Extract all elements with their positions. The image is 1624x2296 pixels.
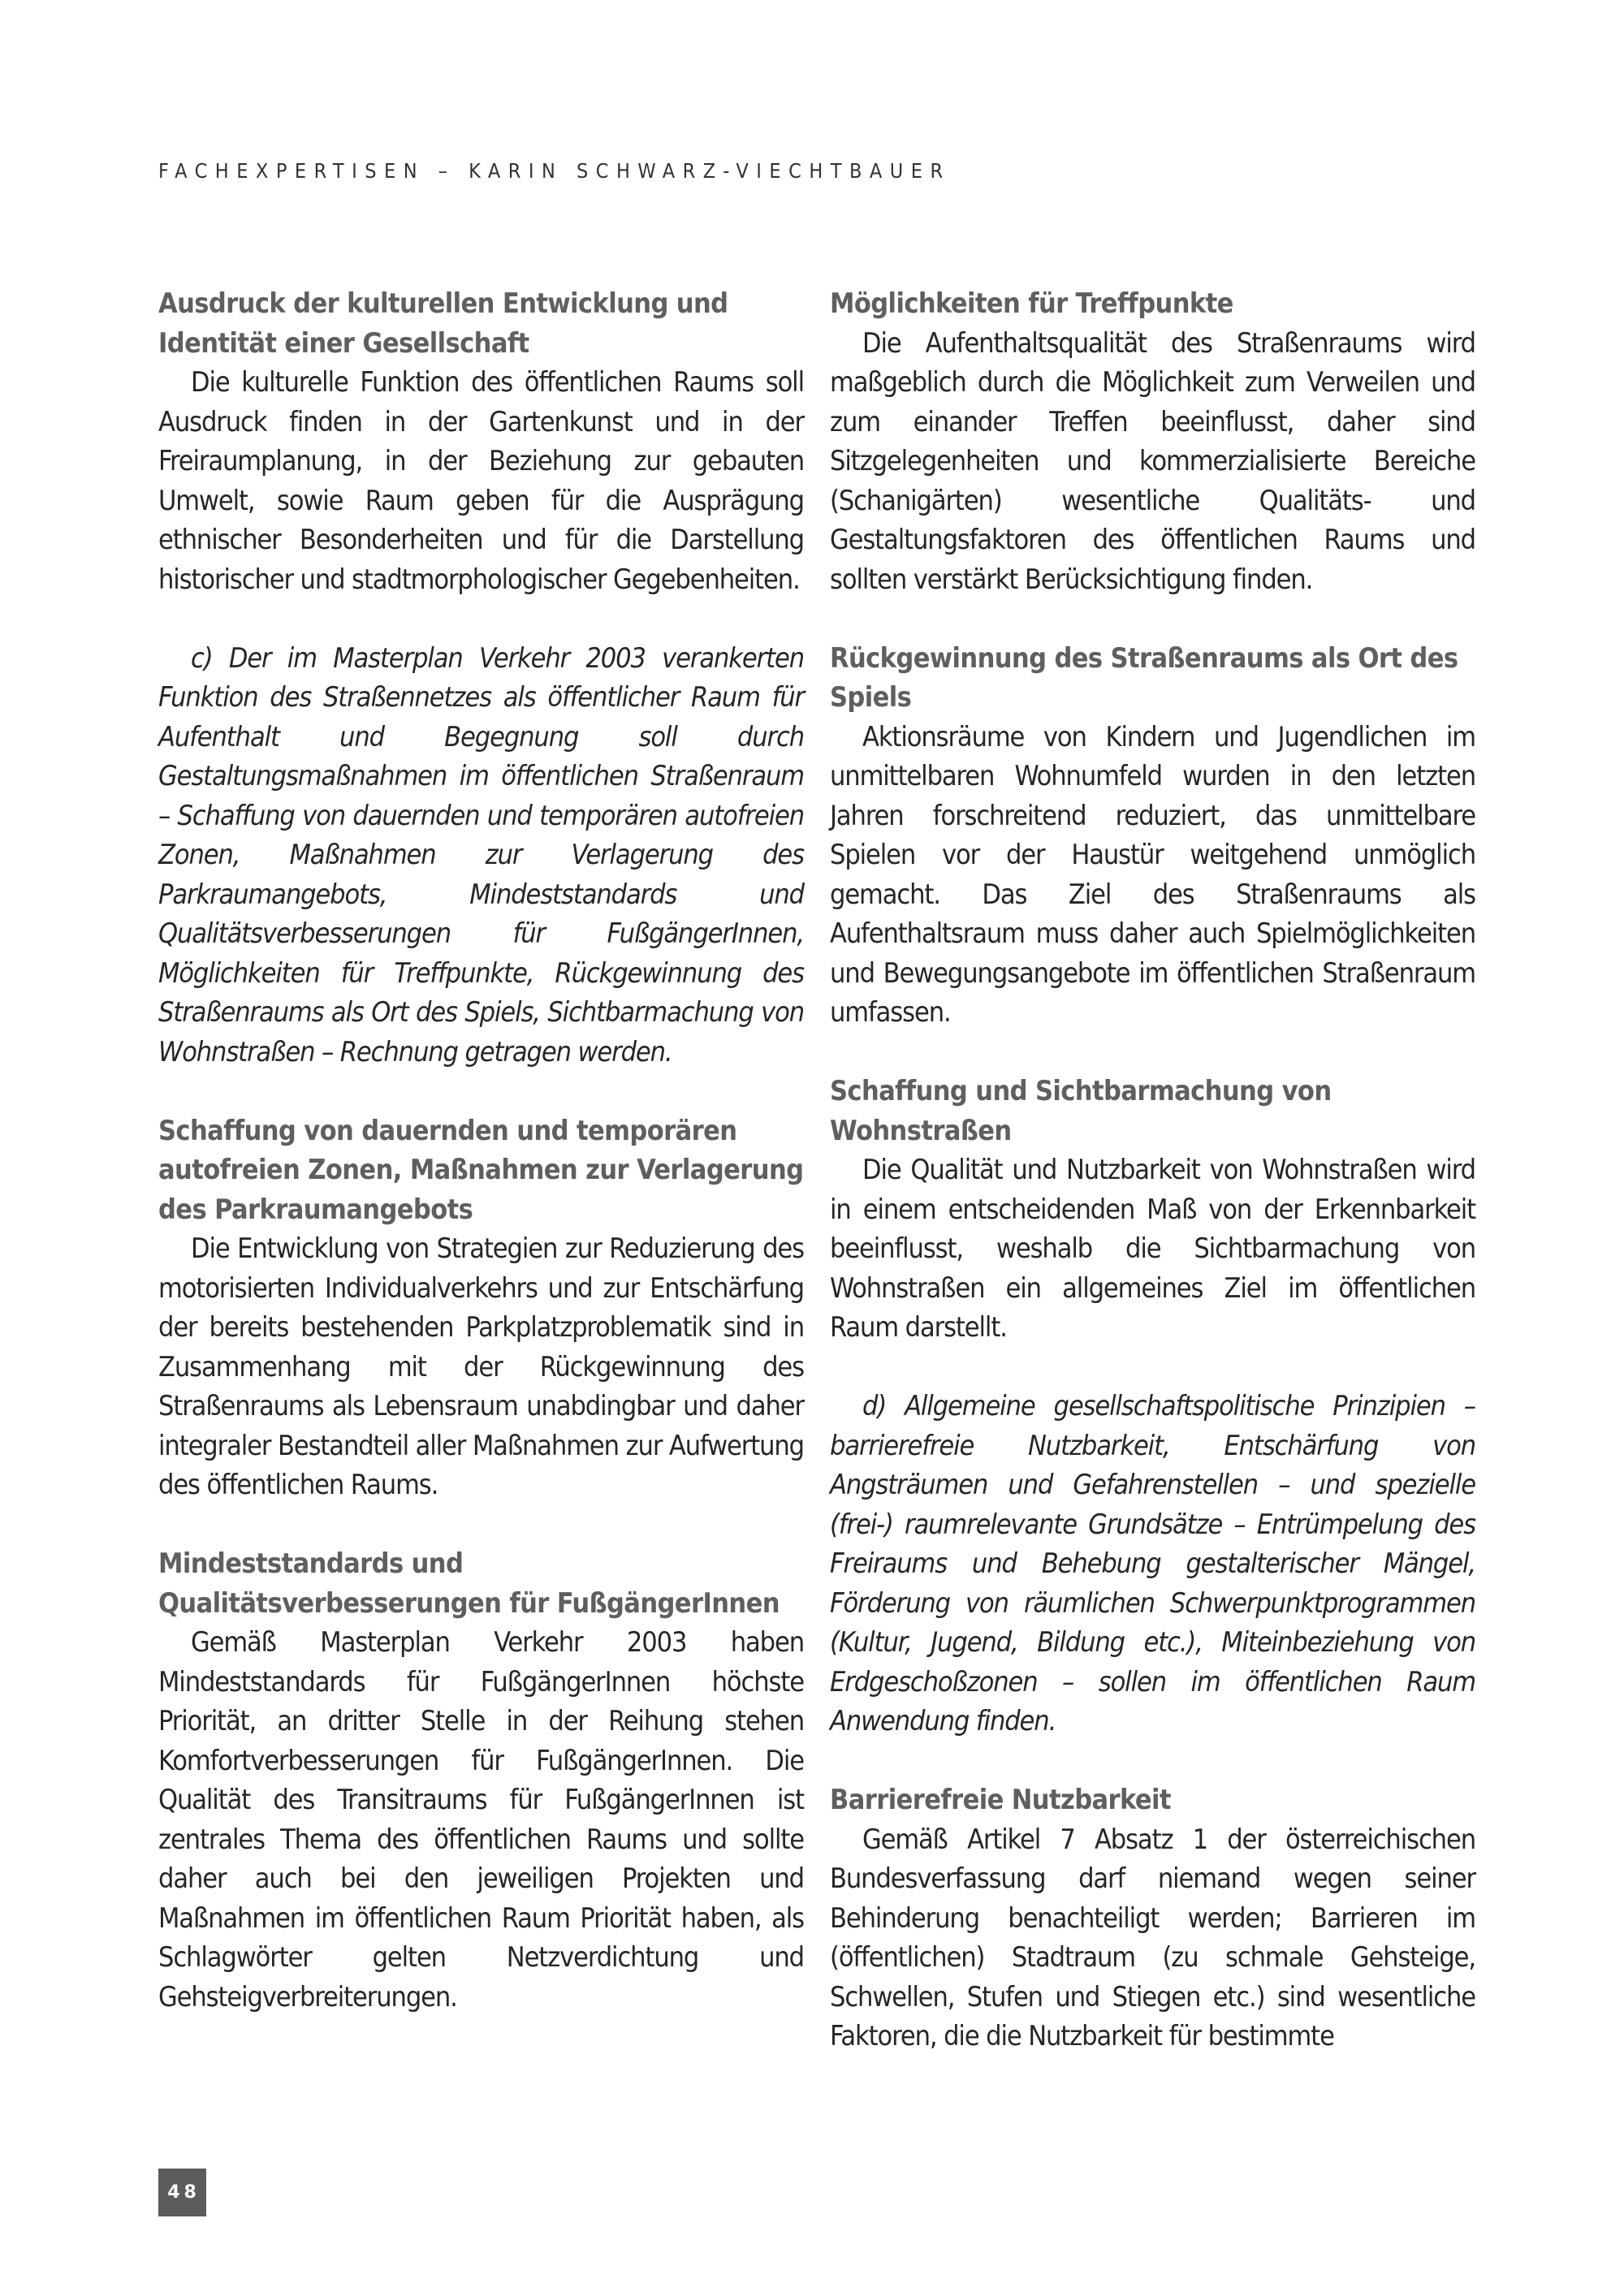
section-body-car-free-zones: Die Entwicklung von Strategien zur Reduzierung des motorisierten Individualverkehrs und zur Entschärfung der bereits bestehenden Parkplatzproblematik sind in Zusammenhang mit der Rückgewinnung des Straßenraums als Lebensraum unabdingbar und daher integraler Bestandteil aller Maßnahmen zur Aufwertung des öffentlichen Raums. bbox=[158, 1232, 804, 1501]
section-heading-residential-streets: Schaffung und Sichtbarmachung von Wohnstraßen bbox=[830, 1075, 1332, 1147]
section-heading-car-free-zones: Schaffung von dauernden und temporären autofreien Zonen, Maßnahmen zur Verlagerung des Parkraumangebots bbox=[158, 1114, 804, 1226]
principle-d-paragraph: d) Allgemeine gesellschaftspolitische Prinzipien – barrierefreie Nutzbarkeit, Entschärfung von Angsträumen und Gefahrenstellen – und spezielle (frei-) raumrelevante Grundsätze – Entrümpelung des Freiraums und Behebung gestalterischer Mängel, Förderung von räumlichen Schwerpunktprogrammen (Kultur, Jugend, Bildung etc.), Miteinbeziehung von Erdgeschoßzonen – sollen im öffentlichen Raum Anwendung finden. bbox=[830, 1390, 1475, 1737]
section-body-meeting-points: Die Aufenthaltsqualität des Straßenraums wird maßgeblich durch die Möglichkeit zum Verweilen und zum einander Treffen beeinflusst, daher sind Sitzgelegenheiten und kommerzialisierte Bereiche (Schanigärten) wesentliche Qualitäts- und Gestaltungsfaktoren des öffentlichen Raums und sollten verstärkt Berücksichtigung finden. bbox=[830, 326, 1475, 596]
left-column bbox=[158, 284, 804, 2017]
section-heading-accessibility: Barrierefreie Nutzbarkeit bbox=[830, 1784, 1171, 1816]
section-body-residential-streets: Die Qualität und Nutzbarkeit von Wohnstraßen wird in einem entscheidenden Maß von der Erkennbarkeit beeinflusst, weshalb die Sichtbarmachung von Wohnstraßen ein allgemeines Ziel im öffentlichen Raum darstellt. bbox=[830, 1154, 1475, 1344]
section-body-street-play: Aktionsräume von Kindern und Jugendlichen im unmittelbaren Wohnumfeld wurden in den letzten Jahren forschreitend reduziert, das unmittelbare Spielen vor der Haustür weitgehend unmöglich gemacht. Das Ziel des Straßenraums als Aufenthaltsraum muss daher auch Spielmöglichkeiten und Bewegungsangebote im öffentlichen Straßenraum umfassen. bbox=[830, 720, 1475, 1029]
running-head: FACHEXPERTISEN – KARIN SCHWARZ-VIECHTBAUER bbox=[158, 159, 951, 183]
section-body-cultural-identity: Die kulturelle Funktion des öffentlichen Raums soll Ausdruck finden in der Gartenkunst und in der Freiraumplanung, in der Beziehung zur gebauten Umwelt, sowie Raum geben für die Ausprägung ethnischer Besonderheiten und für die Darstellung historischer und stadtmorphologischer Gegebenheiten. bbox=[158, 366, 804, 596]
right-column bbox=[830, 284, 1475, 2056]
section-heading-cultural-identity: Ausdruck der kulturellen Entwicklung und Identität einer Gesellschaft bbox=[158, 287, 728, 360]
page-number: 48 bbox=[158, 2169, 206, 2216]
section-body-pedestrian-standards: Gemäß Masterplan Verkehr 2003 haben Mindeststandards für FußgängerInnen höchste Priorität, an dritter Stelle in der Reihung stehen Komfortverbesserungen für FußgängerInnen. Die Qualität des Transitraums für FußgängerInnen ist zentrales Thema des öffentlichen Raums und sollte daher auch bei den jeweiligen Projekten und Maßnahmen im öffentlichen Raum Priorität haben, als Schlagwörter gelten Netzverdichtung und Gehsteigverbreiterungen. bbox=[158, 1626, 804, 2013]
section-heading-pedestrian-standards: Mindeststandards und Qualitätsverbesserungen für FußgängerInnen bbox=[158, 1547, 780, 1620]
section-body-accessibility: Gemäß Artikel 7 Absatz 1 der österreichischen Bundesverfassung darf niemand wegen seiner Behinderung benachteiligt werden; Barrieren im (öffentlichen) Stadtraum (zu schmale Gehsteige, Schwellen, Stufen und Stiegen etc.) sind wesentliche Faktoren, die die Nutzbarkeit für bestimmte bbox=[830, 1823, 1475, 2052]
section-heading-meeting-points: Möglichkeiten für Treffpunkte bbox=[830, 287, 1233, 320]
principle-c-paragraph: c) Der im Masterplan Verkehr 2003 verankerten Funktion des Straßennetzes als öffentlicher Raum für Aufenthalt und Begegnung soll durch Gestaltungsmaßnahmen im öffentlichen Straßenraum – Schaffung von dauernden und temporären autofreien Zonen, Maßnahmen zur Verlagerung des Parkraumangebots, Mindeststandards und Qualitätsverbesserungen für FußgängerInnen, Möglichkeiten für Treffpunkte, Rückgewinnung des Straßenraums als Ort des Spiels, Sichtbarmachung von Wohnstraßen – Rechnung getragen werden. bbox=[158, 641, 804, 1068]
section-heading-street-play: Rückgewinnung des Straßenraums als Ort des Spiels bbox=[830, 641, 1458, 714]
